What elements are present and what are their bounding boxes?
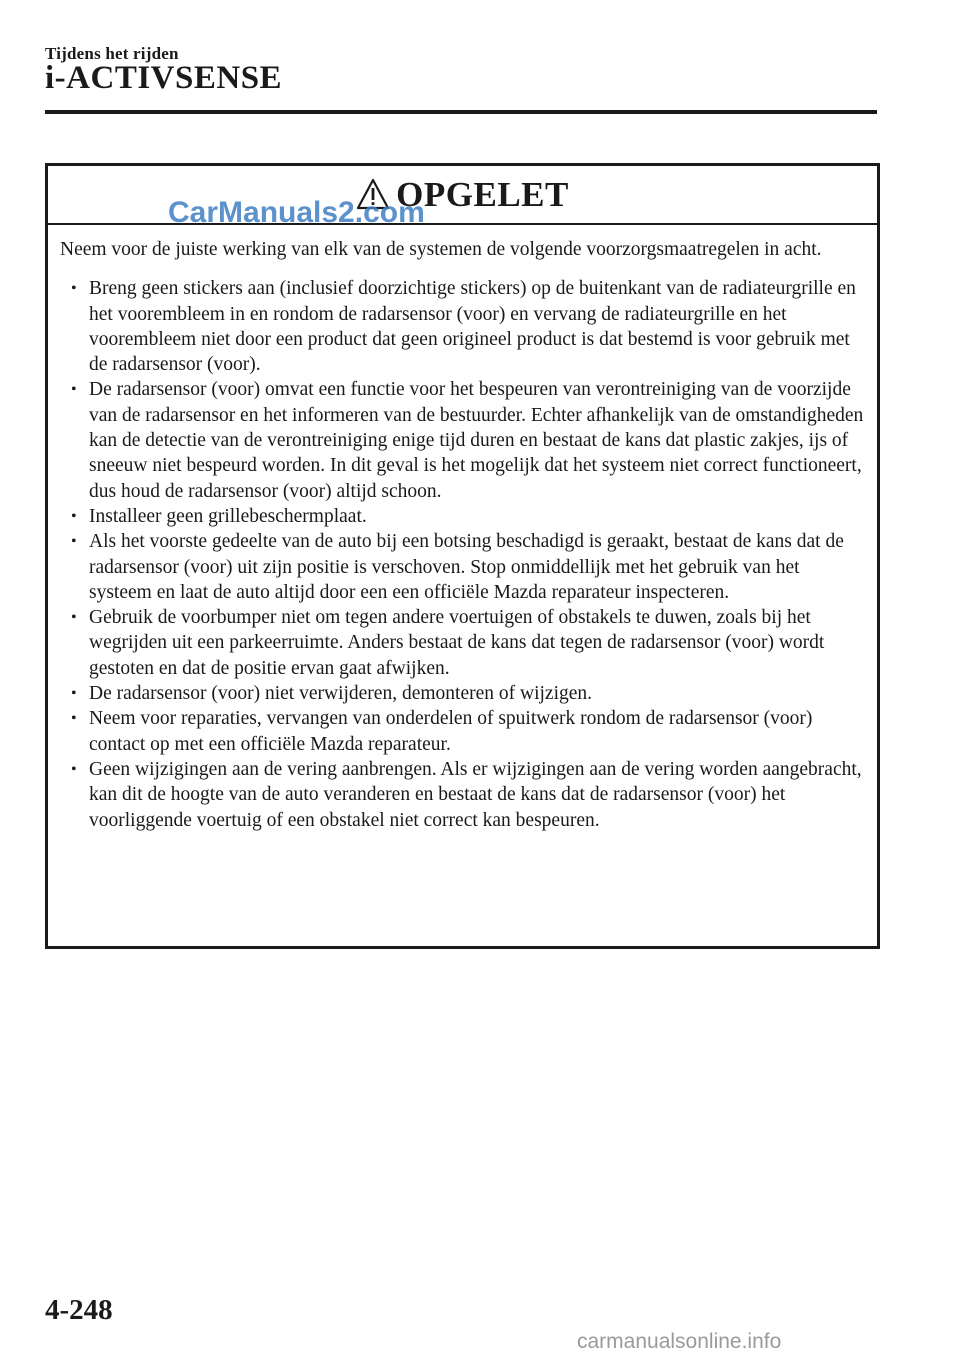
bullet-icon: •	[71, 280, 77, 298]
footer-site-link[interactable]: carmanualsonline.info	[577, 1330, 782, 1353]
list-item-text: De radarsensor (voor) niet verwijderen, demonteren of wijzigen.	[89, 683, 593, 705]
list-item-text: Geen wijzigingen aan de vering aanbrengen. Als er wijzigingen aan de vering worden aangebracht, kan dit de hoogte van de auto veranderen en bestaat de kans dat de radarsensor (voor) het voorliggende voertuig of een obstakel niet correct kan bespeuren.	[89, 758, 862, 831]
bullet-icon: •	[71, 507, 77, 525]
bullet-icon: •	[71, 381, 77, 399]
list-item-text: Installeer geen grillebeschermplaat.	[89, 505, 367, 527]
list-item	[60, 681, 867, 706]
page-number: 4-248	[45, 1294, 113, 1326]
bullet-icon: •	[71, 710, 77, 728]
list-item-text: Gebruik de voorbumper niet om tegen andere voertuigen of obstakels te duwen, zoals bij het wegrijden uit een parkeerruimte. Anders bestaat de kans dat tegen de radarsensor (voor) wordt gestoten en dat de positie ervan gaat afwijken.	[89, 607, 825, 679]
list-item-text: De radarsensor (voor) omvat een functie voor het bespeuren van verontreiniging van de voorzijde van de radarsensor en het informeren van de bestuurder. Echter afhankelijk van de omstandigheden kan de detectie van de verontreiniging enige tijd duren en bestaat de kans dat plastic zakjes, ijs of sneeuw niet bespeurd worden. In dit geval is het mogelijk dat het systeem niet correct functioneert, dus houd de radarsensor (voor) altijd schoon.	[89, 379, 864, 502]
caution-intro: Neem voor de juiste werking van elk van de systemen de volgende voorzorgsmaatregelen in acht.	[60, 239, 822, 260]
section-label: Tijdens het rijden	[45, 44, 179, 63]
list-item	[60, 377, 867, 503]
list-item	[60, 605, 867, 681]
chapter-title: i-ACTIVSENSE	[45, 60, 283, 96]
bullet-icon: •	[71, 685, 77, 703]
bullet-icon: •	[71, 533, 77, 551]
header-divider	[45, 110, 877, 114]
watermark-text: CarManuals2.com	[168, 196, 425, 229]
list-item-text: Neem voor reparaties, vervangen van onderdelen of spuitwerk rondom de radarsensor (voor) contact op met een officiële Mazda reparateur.	[89, 708, 813, 755]
bullet-icon: •	[71, 609, 77, 627]
warning-triangle-icon	[356, 178, 390, 210]
list-item-text: Als het voorste gedeelte van de auto bij een botsing beschadigd is geraakt, bestaat de kans dat de radarsensor (voor) uit zijn positie is verschoven. Stop onmiddellijk met het gebruik van het systeem en laat de auto altijd door een een officiële Mazda reparateur inspecteren.	[89, 531, 844, 603]
caution-title: OPGELET	[396, 175, 569, 214]
caution-body	[48, 225, 877, 833]
list-item	[60, 504, 867, 529]
caution-box	[45, 163, 880, 949]
list-item	[60, 757, 867, 833]
list-item-text: Breng geen stickers aan (inclusief doorzichtige stickers) op de buitenkant van de radiateurgrille en het voorembleem in en rondom de radarsensor (voor) en vervang de radiateurgrille en het voorembleem niet door een product dat geen origineel product is dat bestemd is voor gebruik met de radarsensor (voor).	[89, 278, 856, 376]
bullet-icon: •	[71, 760, 77, 778]
caution-list	[60, 276, 867, 833]
list-item	[60, 706, 867, 757]
caution-header	[48, 166, 877, 229]
list-item	[60, 529, 867, 605]
list-item	[60, 276, 867, 377]
